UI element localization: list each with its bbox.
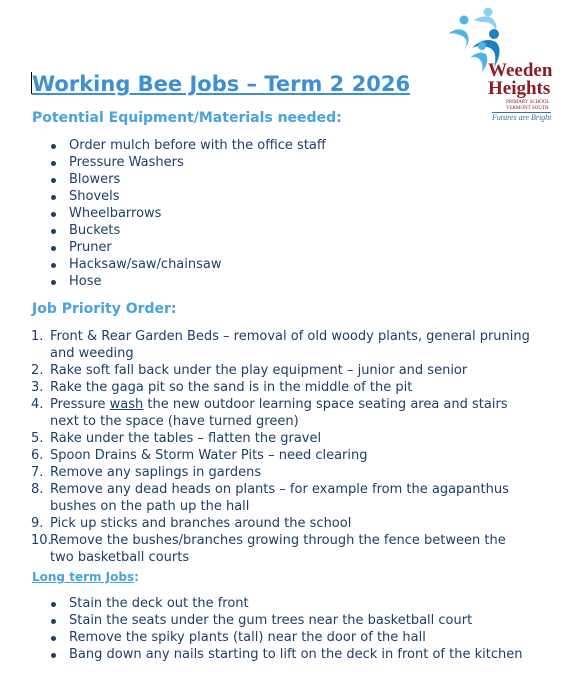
longterm-heading — [32, 570, 139, 584]
bullet-icon — [51, 212, 56, 217]
item-text: Pick up sticks and branches around the school — [50, 516, 352, 531]
bullet-icon — [51, 195, 56, 200]
logo-name-line1: Weeden — [488, 60, 553, 81]
item-number: 9. — [31, 516, 44, 531]
equipment-list — [48, 137, 326, 290]
priority-list — [31, 328, 531, 566]
logo-name-line2: Heights — [488, 78, 551, 99]
list-item — [48, 205, 326, 222]
list-item-text: Order mulch before with the office staff — [69, 138, 326, 153]
item-text-post: the new outdoor learning space seating area and stairs next to the space (have turned green) — [50, 397, 508, 429]
page-title[interactable]: Working Bee Jobs – Term 2 2026 — [32, 72, 411, 96]
bullet-icon — [51, 144, 56, 149]
item-text: Rake the gaga pit so the sand is in the middle of the pit — [50, 380, 413, 395]
list-item — [48, 256, 326, 273]
equipment-heading: Potential Equipment/Materials needed: — [32, 110, 342, 126]
list-item-text: Wheelbarrows — [69, 206, 162, 221]
bullet-icon — [51, 636, 56, 641]
list-item-text: Shovels — [69, 189, 120, 204]
list-item-text: Bang down any nails starting to lift on the deck in front of the kitchen — [69, 647, 523, 662]
numbered-item — [31, 328, 531, 362]
list-item-text: Stain the deck out the front — [69, 596, 249, 611]
school-logo — [444, 6, 576, 120]
logo-sub-line2: VERMONT SOUTH — [506, 106, 549, 111]
list-item — [48, 222, 326, 239]
bullet-icon — [51, 161, 56, 166]
list-item — [48, 154, 326, 171]
list-item — [48, 629, 522, 646]
longterm-heading-text: Long term Jobs — [32, 570, 135, 584]
item-number: 4. — [31, 397, 44, 412]
list-item — [48, 273, 326, 290]
bullet-icon — [51, 602, 56, 607]
list-item — [48, 188, 326, 205]
item-text: Remove any saplings in gardens — [50, 465, 262, 480]
bullet-icon — [51, 653, 56, 658]
priority-heading: Job Priority Order: — [32, 301, 177, 317]
item-number: 1. — [31, 329, 44, 344]
item-text: Rake soft fall back under the play equipment – junior and senior — [50, 363, 468, 378]
longterm-heading-colon: : — [134, 570, 139, 584]
numbered-item — [31, 379, 531, 396]
numbered-item — [31, 430, 531, 447]
item-text: Front & Rear Garden Beds – removal of old woody plants, general pruning and weeding — [50, 329, 530, 361]
item-number: 7. — [31, 465, 44, 480]
bullet-icon — [51, 246, 56, 251]
list-item-text: Stain the seats under the gum trees near the basketball court — [69, 613, 473, 628]
list-item — [48, 137, 326, 154]
item-number: 5. — [31, 431, 44, 446]
bullet-icon — [51, 178, 56, 183]
item-number: 2. — [31, 363, 44, 378]
list-item-text: Hacksaw/saw/chainsaw — [69, 257, 222, 272]
item-text: Spoon Drains & Storm Water Pits – need clearing — [50, 448, 368, 463]
list-item-text: Pressure Washers — [69, 155, 184, 170]
numbered-item — [31, 515, 531, 532]
numbered-item — [31, 447, 531, 464]
list-item-text: Pruner — [69, 240, 112, 255]
logo-tagline: Futures are Bright — [492, 113, 552, 122]
list-item-text: Buckets — [69, 223, 121, 238]
list-item — [48, 171, 326, 188]
list-item-text: Remove the spiky plants (tall) near the door of the hall — [69, 630, 426, 645]
list-item-text: Blowers — [69, 172, 121, 187]
longterm-list — [48, 595, 522, 663]
numbered-item — [31, 396, 531, 430]
item-number: 3. — [31, 380, 44, 395]
list-item — [48, 239, 326, 256]
numbered-item — [31, 362, 531, 379]
item-number: 8. — [31, 482, 44, 497]
item-text: Remove any dead heads on plants – for example from the agapanthus bushes on the path up the hall — [50, 482, 509, 514]
list-item-text: Hose — [69, 274, 102, 289]
logo-sub-line1: PRIMARY SCHOOL — [506, 100, 550, 105]
bullet-icon — [51, 619, 56, 624]
list-item — [48, 646, 522, 663]
bullet-icon — [51, 229, 56, 234]
item-number: 10. — [31, 533, 52, 548]
list-item — [48, 612, 522, 629]
item-number: 6. — [31, 448, 44, 463]
item-text-pre: Pressure — [50, 397, 110, 412]
item-text-underlined: wash — [109, 397, 144, 412]
bullet-icon — [51, 263, 56, 268]
numbered-item — [31, 481, 531, 515]
item-text: Rake under the tables – flatten the gravel — [50, 431, 322, 446]
list-item — [48, 595, 522, 612]
item-text: Remove the bushes/branches growing through the fence between the two basketball courts — [50, 533, 506, 565]
numbered-item — [31, 464, 531, 481]
bullet-icon — [51, 280, 56, 285]
numbered-item — [31, 532, 531, 566]
